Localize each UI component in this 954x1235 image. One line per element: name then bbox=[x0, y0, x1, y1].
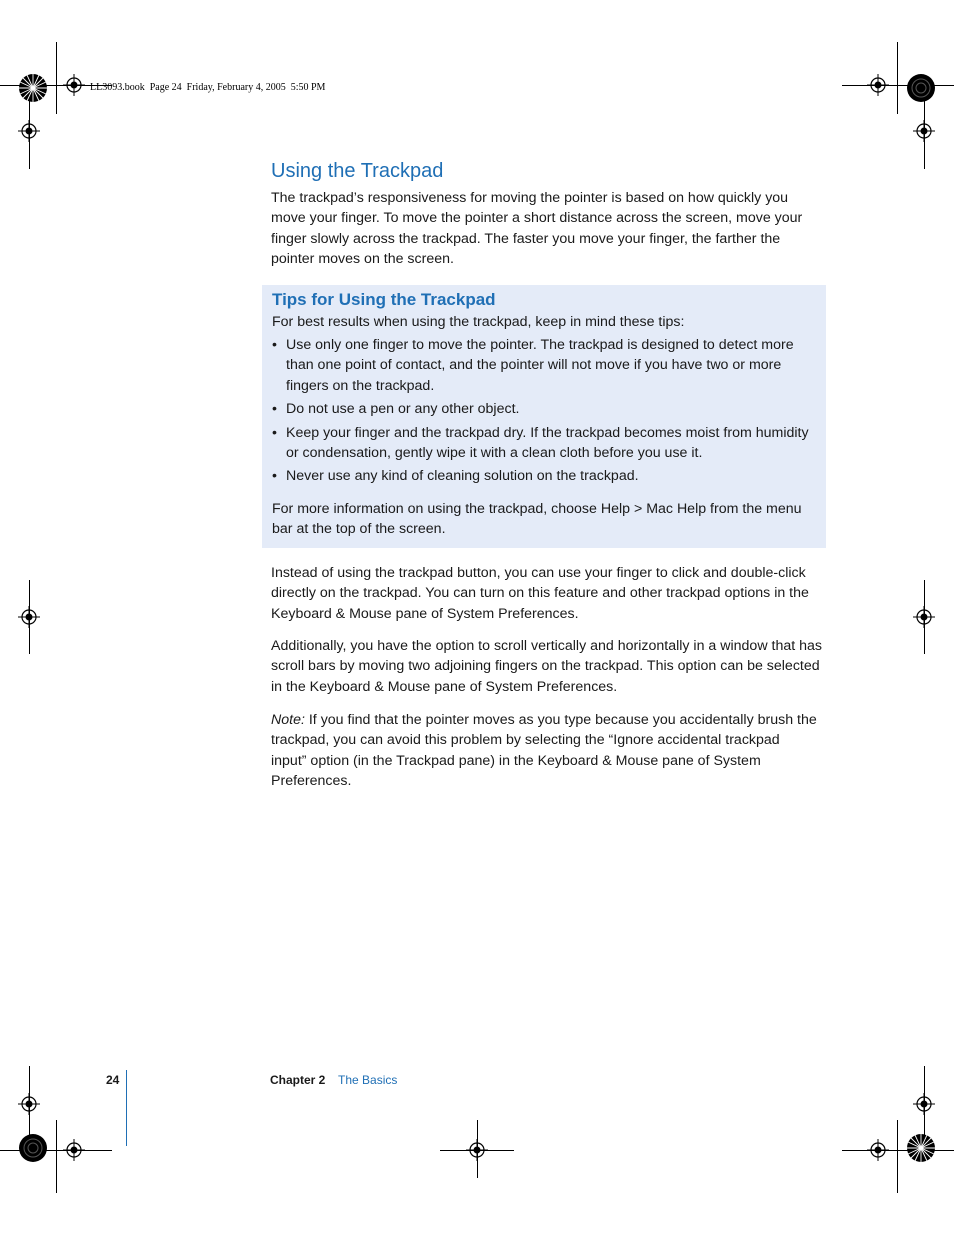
starburst-mark-icon bbox=[18, 1133, 48, 1163]
list-item bbox=[272, 466, 817, 486]
list-item-text: Never use any kind of cleaning solution on the trackpad. bbox=[286, 468, 639, 484]
crop-mark-top-right-v bbox=[897, 42, 898, 114]
registration-mark-icon bbox=[466, 1139, 488, 1161]
list-item-text: Keep your finger and the trackpad dry. If the trackpad becomes moist from humidity or condensation, gently wipe it with a clean cloth before you use it. bbox=[286, 425, 809, 462]
footer-divider bbox=[126, 1070, 127, 1146]
note-label: Note: bbox=[271, 712, 305, 728]
print-slug: LL3093.book Page 24 Friday, February 4, 2005 5:50 PM bbox=[90, 82, 326, 93]
crop-mark-bottom-right-h bbox=[842, 1150, 954, 1151]
intro-paragraph: The trackpad’s responsiveness for moving the pointer is based on how quickly you move your finger. To move the pointer a short distance across the screen, move your finger slowly across the trackpad. The faster you move your finger, the farther the pointer moves on the screen. bbox=[271, 190, 803, 268]
section-title: Using the Trackpad bbox=[271, 160, 444, 182]
starburst-mark-icon bbox=[906, 73, 936, 103]
crop-mark-bottom-left-v bbox=[56, 1120, 57, 1193]
crop-mark-bottom-left-h bbox=[0, 1150, 112, 1151]
footer-chapter: Chapter 2 bbox=[270, 1073, 326, 1087]
starburst-mark-icon bbox=[906, 1133, 936, 1163]
note-paragraph bbox=[271, 710, 819, 792]
crop-mark-top-right-h bbox=[842, 85, 954, 86]
list-item bbox=[272, 335, 817, 396]
list-item bbox=[272, 423, 817, 464]
registration-mark-icon bbox=[913, 1093, 935, 1115]
list-item-text: Do not use a pen or any other object. bbox=[286, 401, 520, 417]
tips-title: Tips for Using the Trackpad bbox=[272, 290, 496, 309]
registration-mark-icon bbox=[18, 606, 40, 628]
tips-lead: For best results when using the trackpad, keep in mind these tips: bbox=[272, 314, 685, 330]
crop-mark-bottom-right-v bbox=[897, 1120, 898, 1193]
bullet-icon: • bbox=[272, 468, 277, 484]
registration-mark-icon bbox=[63, 74, 85, 96]
body-paragraph: Instead of using the trackpad button, you can use your finger to click and double-click directly on the trackpad. You can turn on this feature and other trackpad options in the Keyboard & Mouse pane of System Preferences. bbox=[271, 565, 809, 622]
crop-mark-top-left-v bbox=[56, 42, 57, 114]
note-text: If you find that the pointer moves as you type because you accidentally brush the trackpad, you can avoid this problem by selecting the “Ignore accidental trackpad input” option (in the Trackpad pane) in the Keyboard & Mouse pane of System Preferences. bbox=[271, 712, 817, 790]
bullet-icon: • bbox=[272, 425, 277, 441]
registration-mark-icon bbox=[867, 1139, 889, 1161]
registration-mark-icon bbox=[867, 74, 889, 96]
registration-mark-icon bbox=[63, 1139, 85, 1161]
page-number: 24 bbox=[106, 1073, 120, 1087]
registration-mark-icon bbox=[18, 1093, 40, 1115]
tips-more-info: For more information on using the trackpad, choose Help > Mac Help from the menu bar at the top of the screen. bbox=[272, 501, 802, 538]
registration-mark-icon bbox=[913, 120, 935, 142]
list-item bbox=[272, 399, 817, 419]
starburst-mark-icon bbox=[18, 73, 48, 103]
registration-mark-icon bbox=[18, 120, 40, 142]
footer-chapter-title: The Basics bbox=[338, 1073, 398, 1087]
bullet-icon: • bbox=[272, 401, 277, 417]
body-paragraph: Additionally, you have the option to scroll vertically and horizontally in a window that has scroll bars by moving two adjoining fingers on the trackpad. This option can be selected in the Keyboard & Mouse pane of System Preferences. bbox=[271, 638, 822, 695]
list-item-text: Use only one finger to move the pointer. The trackpad is designed to detect more than one point of contact, and the pointer will not move if you have two or more fingers on the trackpad. bbox=[286, 337, 794, 394]
registration-mark-icon bbox=[913, 606, 935, 628]
bullet-icon: • bbox=[272, 337, 277, 353]
